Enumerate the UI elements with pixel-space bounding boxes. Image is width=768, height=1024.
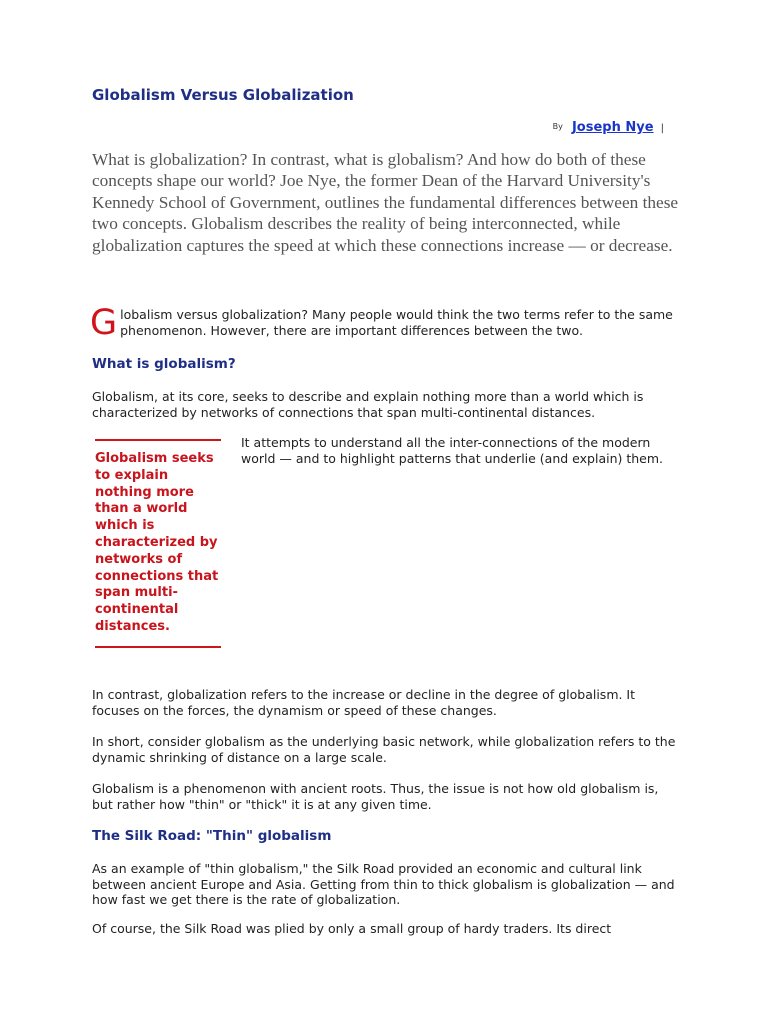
byline-by-label: By bbox=[552, 122, 563, 131]
byline bbox=[553, 116, 664, 135]
intro-text: lobalism versus globalization? Many people would think the two terms refer to the same phenomenon. However, there are important differences between the two. bbox=[120, 307, 673, 338]
drop-cap: G bbox=[90, 303, 118, 343]
author-link[interactable]: Joseph Nye bbox=[571, 120, 654, 135]
body-paragraph: As an example of "thin globalism," the Silk Road provided an economic and cultural link between ancient Europe and Asia. Getting from thin to thick globalism is globalization — and how fast we get there is the rate of globalization. bbox=[92, 861, 675, 907]
pull-quote-text: Globalism seeks to explain nothing more than a world which is characterized by networks of connections that span multi-continental distances. bbox=[95, 451, 219, 634]
body-paragraph: In short, consider globalism as the underlying basic network, while globalization refers to the dynamic shrinking of distance on a large scale. bbox=[92, 734, 676, 765]
byline-separator: | bbox=[660, 123, 664, 134]
body-paragraph: In contrast, globalization refers to the increase or decline in the degree of globalism. It focuses on the forces, the dynamism or speed of these changes. bbox=[92, 687, 636, 718]
body-paragraph: Globalism is a phenomenon with ancient roots. Thus, the issue is not how old globalism is, but rather how "thin" or "thick" it is at any given time. bbox=[92, 781, 659, 812]
section-heading-globalism: What is globalism? bbox=[92, 356, 236, 372]
pull-quote bbox=[95, 439, 221, 648]
body-paragraph: Of course, the Silk Road was plied by only a small group of hardy traders. Its direct bbox=[92, 921, 612, 936]
section-heading-silk-road: The Silk Road: "Thin" globalism bbox=[92, 828, 332, 844]
intro-paragraph bbox=[90, 303, 682, 343]
lead-paragraph: What is globalization? In contrast, what is globalism? And how do both of these concepts shape our world? Joe Nye, the former Dean of the Harvard University's Kennedy School of Government, outlines the fundamental differences between these two concepts. Globalism describes the reality of being interconnected, while globalization captures the speed at which these connections increase — or decrease. bbox=[92, 150, 679, 255]
article-title: Globalism Versus Globalization bbox=[92, 86, 354, 104]
body-paragraph: Globalism, at its core, seeks to describe and explain nothing more than a world which is characterized by networks of connections that span multi-continental distances. bbox=[92, 389, 644, 420]
side-paragraph: It attempts to understand all the inter-connections of the modern world — and to highlight patterns that underlie (and explain) them. bbox=[241, 435, 664, 466]
